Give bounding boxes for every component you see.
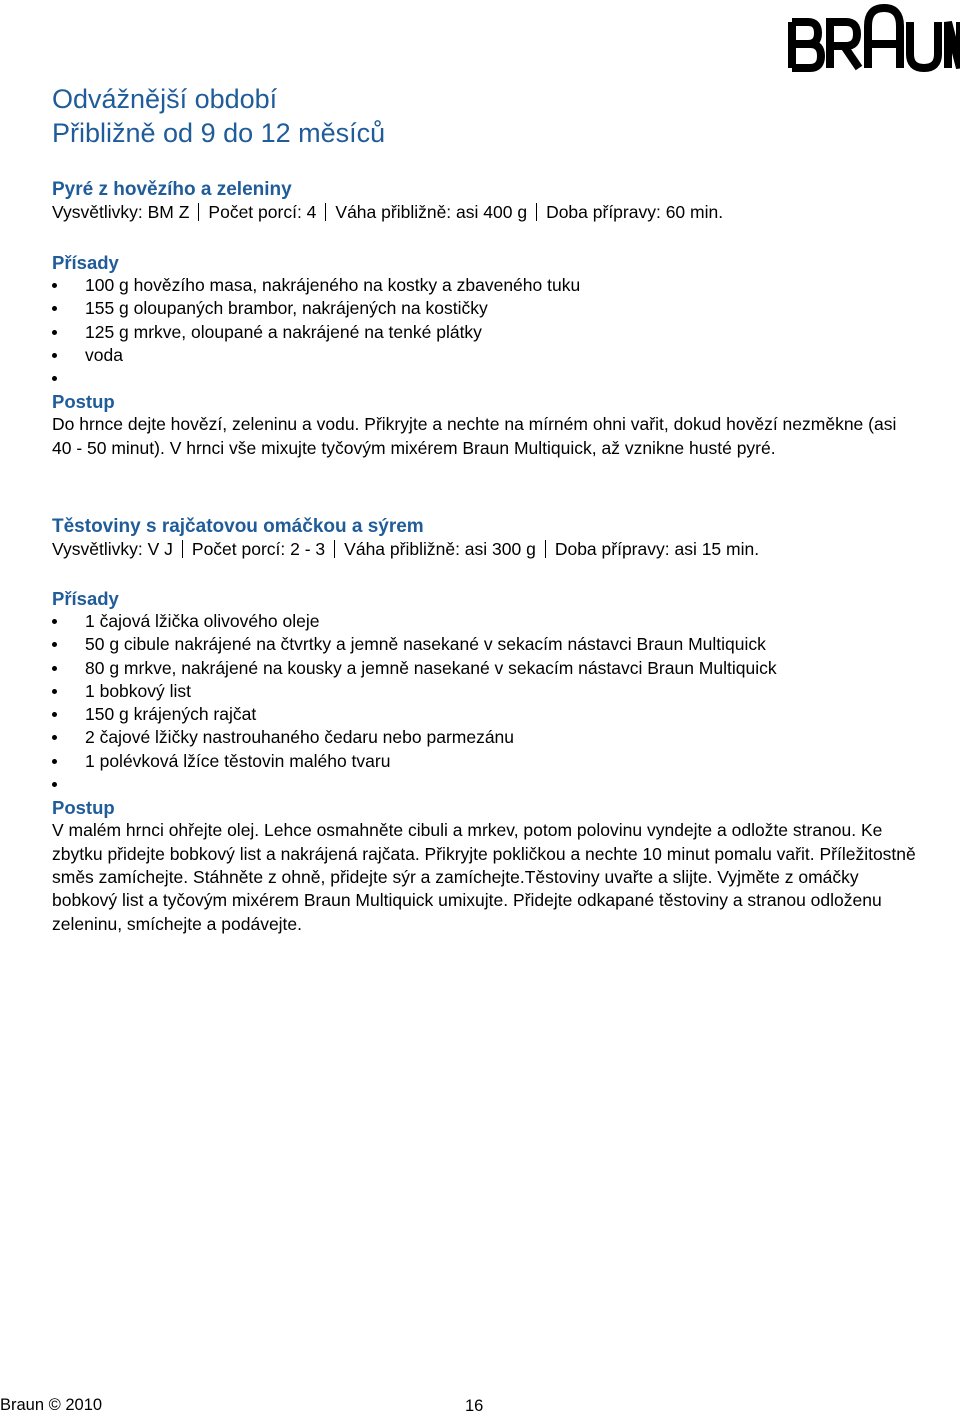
method-heading: Postup <box>52 391 115 413</box>
legend-divider <box>182 540 183 558</box>
list-item <box>52 680 920 703</box>
bullet-icon <box>52 283 57 288</box>
list-item <box>52 297 920 320</box>
legend-weight: Váha přibližně: asi 300 g <box>344 539 536 559</box>
page-title-line-1: Odvážnější období <box>52 84 278 114</box>
ingredient-text: 1 čajová lžička olivového oleje <box>85 611 320 631</box>
bullet-icon <box>52 376 57 381</box>
bullet-icon <box>52 689 57 694</box>
recipe-title: Pyré z hovězího a zeleniny <box>52 179 292 200</box>
ingredients-list <box>52 610 920 796</box>
footer-copyright: Braun © 2010 <box>0 1396 103 1414</box>
list-item <box>52 274 920 297</box>
page-number: 16 <box>465 1397 484 1415</box>
recipe-legend <box>52 538 920 561</box>
bullet-icon <box>52 619 57 624</box>
legend-key: Vysvětlivky: V J <box>52 539 173 559</box>
list-item <box>52 633 920 656</box>
list-item <box>52 321 920 344</box>
legend-divider <box>325 203 326 221</box>
method-text: V malém hrnci ohřejte olej. Lehce osmahněte cibuli a mrkev, potom polovinu vyndejte a odložte stranou. Ke zbytku přidejte bobkový list a nakrájená rajčata. Přikryjte pokličkou a nechte 10 minut pomalu vařit. Příležitostně směs zamíchejte. Stáhněte z ohně, přidejte sýr a zamíchejte.Těstoviny uvařte a slijte. Vyjměte z omáčky bobkový list a tyčovým mixérem Braun Multiquick umixujte. Přidejte odkapané těstoviny a stranou odloženu zeleninu, smíchejte a podávejte. <box>52 820 916 934</box>
legend-prep-time: Doba přípravy: asi 15 min. <box>554 539 760 559</box>
ingredient-text: 50 g cibule nakrájené na čtvrtky a jemně nasekané v sekacím nástavci Braun Multiquick <box>85 634 766 655</box>
ingredient-text: 2 čajové lžičky nastrouhaného čedaru nebo parmezánu <box>85 727 515 748</box>
recipe-title: Těstoviny s rajčatovou omáčkou a sýrem <box>52 516 424 537</box>
ingredients-heading: Přísady <box>52 588 119 609</box>
legend-key: Vysvětlivky: BM Z <box>52 202 190 222</box>
recipe-beef-vegetable-puree <box>52 178 920 460</box>
legend-divider <box>545 540 546 558</box>
legend-divider <box>198 203 199 221</box>
bullet-icon <box>52 666 57 671</box>
list-item <box>52 367 920 390</box>
list-item <box>52 610 920 633</box>
page-title <box>52 82 385 150</box>
bullet-icon <box>52 782 57 787</box>
ingredient-text: 125 g mrkve, oloupané a nakrájené na tenké plátky <box>85 321 482 342</box>
ingredients-list <box>52 274 920 390</box>
bullet-icon <box>52 330 57 335</box>
bullet-icon <box>52 353 57 358</box>
ingredient-text: 1 bobkový list <box>85 680 192 701</box>
legend-prep-time: Doba přípravy: 60 min. <box>546 202 724 222</box>
bullet-icon <box>52 306 57 311</box>
bullet-icon <box>52 759 57 764</box>
recipe-legend <box>52 201 920 224</box>
legend-servings: Počet porcí: 4 <box>208 202 317 222</box>
page-title-line-2: Přibližně od 9 do 12 měsíců <box>52 118 386 148</box>
list-item <box>52 344 920 367</box>
ingredient-text: 100 g hovězího masa, nakrájeného na kostky a zbaveného tuku <box>85 275 581 295</box>
legend-servings: Počet porcí: 2 - 3 <box>191 539 326 559</box>
ingredients-heading: Přísady <box>52 252 119 273</box>
legend-divider <box>536 203 537 221</box>
legend-divider <box>334 540 335 558</box>
bullet-icon <box>52 642 57 647</box>
method-text: Do hrnce dejte hovězí, zeleninu a vodu. Přikryjte a nechte na mírném ohni vařit, dokud hovězí nezměkne (asi 40 - 50 minut). V hrnci vše mixujte tyčovým mixérem Braun Multiquick, až vznikne husté pyré. <box>52 414 897 458</box>
braun-logo <box>788 4 960 72</box>
list-item <box>52 703 920 726</box>
list-item <box>52 657 920 680</box>
recipe-pasta-tomato-cheese <box>52 515 920 936</box>
ingredient-text: 155 g oloupaných brambor, nakrájených na kostičky <box>85 298 488 319</box>
list-item <box>52 750 920 773</box>
ingredient-text: 150 g krájených rajčat <box>85 704 257 725</box>
method-heading: Postup <box>52 797 115 819</box>
list-item <box>52 773 920 796</box>
ingredient-text: voda <box>85 344 123 365</box>
ingredient-text: 1 polévková lžíce těstovin malého tvaru <box>85 750 391 771</box>
bullet-icon <box>52 735 57 740</box>
ingredient-text: 80 g mrkve, nakrájené na kousky a jemně nasekané v sekacím nástavci Braun Multiquick <box>85 657 777 678</box>
list-item <box>52 726 920 749</box>
bullet-icon <box>52 712 57 717</box>
legend-weight: Váha přibližně: asi 400 g <box>335 202 528 222</box>
